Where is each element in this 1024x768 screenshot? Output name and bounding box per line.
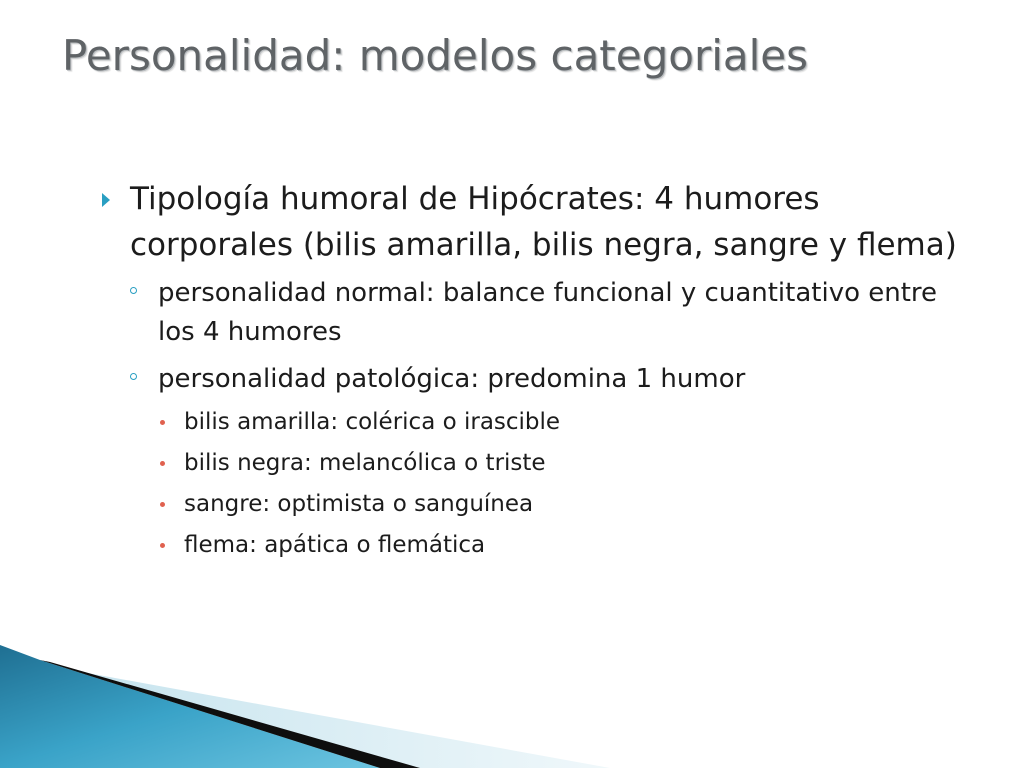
dot-icon xyxy=(160,420,165,425)
bullet-level2-text: personalidad patológica: predomina 1 humor xyxy=(158,364,746,394)
bullet-level3 xyxy=(158,485,976,524)
bullet-level3-text: bilis amarilla: colérica o irascible xyxy=(184,409,561,435)
bullet-level2 xyxy=(130,360,976,399)
bullet-level1-text: Tipología humoral de Hipócrates: 4 humores corporales (bilis amarilla, bilis negra, sangre y flema) xyxy=(130,181,957,263)
bullet-level3 xyxy=(158,526,976,565)
dot-icon xyxy=(160,502,165,507)
bullet-level3-text: flema: apática o flemática xyxy=(184,532,486,558)
dot-icon xyxy=(160,461,165,466)
slide-title: Personalidad: modelos categoriales xyxy=(62,31,809,80)
bullet-level3-text: bilis negra: melancólica o triste xyxy=(184,450,546,476)
bullet-level3-text: sangre: optimista o sanguínea xyxy=(184,491,534,517)
blue-swoosh xyxy=(0,645,380,768)
triangle-right-icon xyxy=(102,193,110,207)
bullet-level2 xyxy=(130,274,976,352)
dark-swoosh xyxy=(40,660,420,768)
hollow-circle-icon xyxy=(130,373,137,380)
light-swoosh xyxy=(60,668,610,768)
bullet-level2-text: personalidad normal: balance funcional y cuantitativo entre los 4 humores xyxy=(158,278,938,347)
hollow-circle-icon xyxy=(130,287,137,294)
bullet-level3 xyxy=(158,444,976,483)
slide-content xyxy=(96,176,976,565)
bullet-level3 xyxy=(158,403,976,442)
bullet-level1 xyxy=(96,176,976,268)
dot-icon xyxy=(160,543,165,548)
